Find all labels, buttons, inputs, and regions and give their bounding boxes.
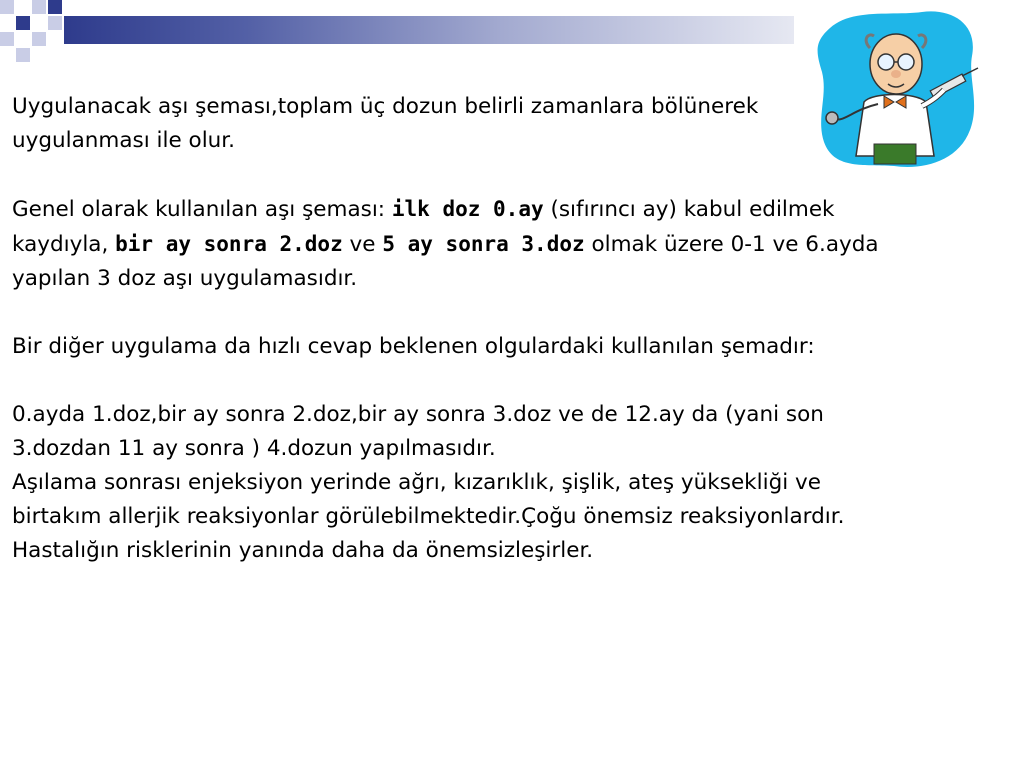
general-text-1: Genel olarak kullanılan aşı şeması: (12, 197, 392, 222)
reactions-paragraph: Aşılama sonrası enjeksiyon yerinde ağrı, kızarıklık, şişlik, ateş yüksekliği ve birtakım allerjik reaksiyonlar görülebilmektedir.Çoğu önemsiz reaksiyonlardır. Hastalığın risklerinin yanında daha da önemsizleşirler. (12, 470, 845, 563)
general-bold-1: ilk doz 0.ay (391, 197, 544, 221)
header-gradient-bar (64, 16, 794, 44)
general-text-3: ve (342, 232, 383, 257)
other-schedule-paragraph: Bir diğer uygulama da hızlı cevap beklenen olgulardaki kullanılan şemadır: (12, 334, 815, 359)
general-bold-2: bir ay sonra 2.doz (115, 232, 343, 256)
intro-paragraph: Uygulanacak aşı şeması,toplam üç dozun belirli zamanlara bölünerek uygulanması ile olur. (12, 94, 759, 153)
general-text-2: (sıfırıncı ay) kabul edilmek kaydıyla, (12, 197, 835, 257)
general-schedule-paragraph (12, 192, 887, 296)
general-text-4: olmak üzere 0-1 ve 6.ayda yapılan 3 doz aşı uygulamasıdır. (12, 232, 879, 291)
slide-body (12, 90, 892, 568)
general-bold-3: 5 ay sonra 3.doz (382, 232, 585, 256)
alt-schedule-paragraph: 0.ayda 1.doz,bir ay sonra 2.doz,bir ay sonra 3.doz ve de 12.ay da (yani son 3.dozdan 11 ay sonra ) 4.dozun yapılmasıdır. (12, 402, 824, 461)
